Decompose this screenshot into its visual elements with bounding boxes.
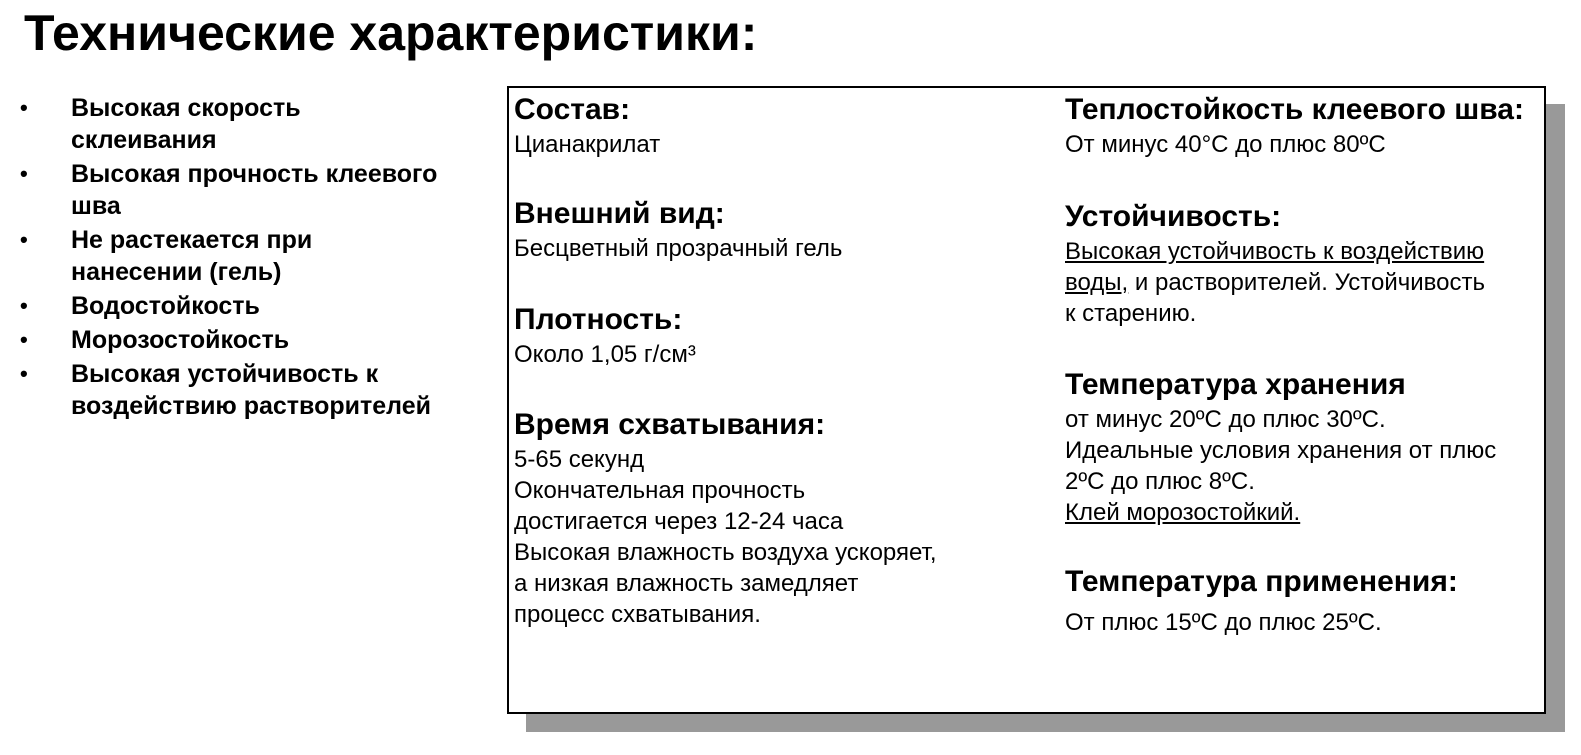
spec-value xyxy=(1065,236,1485,329)
spec-value: Высокая влажность воздуха ускоряет, а низкая влажность замедляет процесс схватывания. xyxy=(514,539,937,628)
page-title: Технические характеристики: xyxy=(24,5,758,61)
spec-application-temperature xyxy=(1065,563,1539,638)
spec-density xyxy=(514,301,1044,370)
spec-setting-time xyxy=(514,406,1044,630)
features-list xyxy=(20,92,450,424)
feature-text: Высокая прочность клеевого шва xyxy=(71,160,438,220)
bullet-icon: • xyxy=(20,327,28,352)
spec-value-underlined: Высокая устойчивость к воздействию воды, xyxy=(1065,238,1485,296)
spec-label: Внешний вид: xyxy=(514,197,725,230)
list-item xyxy=(20,358,450,422)
spec-value: Окончательная прочность достигается через 12-24 часа xyxy=(514,477,844,535)
list-item xyxy=(20,158,450,222)
spec-heat-resistance xyxy=(1065,91,1539,160)
spec-label: Состав: xyxy=(514,93,631,126)
spec-resistance xyxy=(1065,198,1539,329)
bullet-icon: • xyxy=(20,293,28,318)
feature-text: Высокая устойчивость к воздействию растворителей xyxy=(71,360,431,420)
feature-text: Не растекается при нанесении (гель) xyxy=(71,226,313,286)
spec-value: От минус 40°С до плюс 80ºС xyxy=(1065,131,1386,158)
spec-label: Устойчивость: xyxy=(1065,200,1282,233)
spec-storage-temperature xyxy=(1065,366,1539,528)
bullet-icon: • xyxy=(20,161,28,186)
list-item xyxy=(20,92,450,156)
specs-column-left xyxy=(514,91,1044,630)
spec-label: Температура применения: xyxy=(1065,565,1458,598)
spec-label: Время схватывания: xyxy=(514,408,826,441)
spec-value-underlined: Клей морозостойкий. xyxy=(1065,499,1301,526)
specs-column-right xyxy=(1065,91,1539,638)
spec-value: Цианакрилат xyxy=(514,131,661,158)
bullet-icon: • xyxy=(20,361,28,386)
bullet-icon: • xyxy=(20,227,28,252)
feature-text: Высокая скорость склеивания xyxy=(71,94,301,154)
list-item xyxy=(20,290,450,322)
spec-value: Около 1,05 г/см³ xyxy=(514,341,696,368)
list-item xyxy=(20,224,450,288)
specs-box xyxy=(507,86,1546,714)
spec-label: Плотность: xyxy=(514,303,683,336)
spec-value: Идеальные условия хранения от плюс 2ºС до плюс 8ºС. xyxy=(1065,437,1497,495)
feature-text: Морозостойкость xyxy=(71,326,290,354)
bullet-icon: • xyxy=(20,95,28,120)
spec-composition xyxy=(514,91,1044,160)
spec-label: Температура хранения xyxy=(1065,368,1406,401)
spec-value: Бесцветный прозрачный гель xyxy=(514,235,843,262)
feature-text: Водостойкость xyxy=(71,292,260,320)
spec-value: От плюс 15ºС до плюс 25ºС. xyxy=(1065,609,1382,636)
spec-label: Теплостойкость клеевого шва: xyxy=(1065,93,1524,126)
spec-appearance xyxy=(514,195,1044,264)
spec-value-rest: и растворителей. Устойчивость к старению. xyxy=(1065,269,1485,327)
spec-value: 5-65 секунд xyxy=(514,446,645,473)
list-item xyxy=(20,324,450,356)
spec-value: от минус 20ºС до плюс 30ºС. xyxy=(1065,406,1386,433)
